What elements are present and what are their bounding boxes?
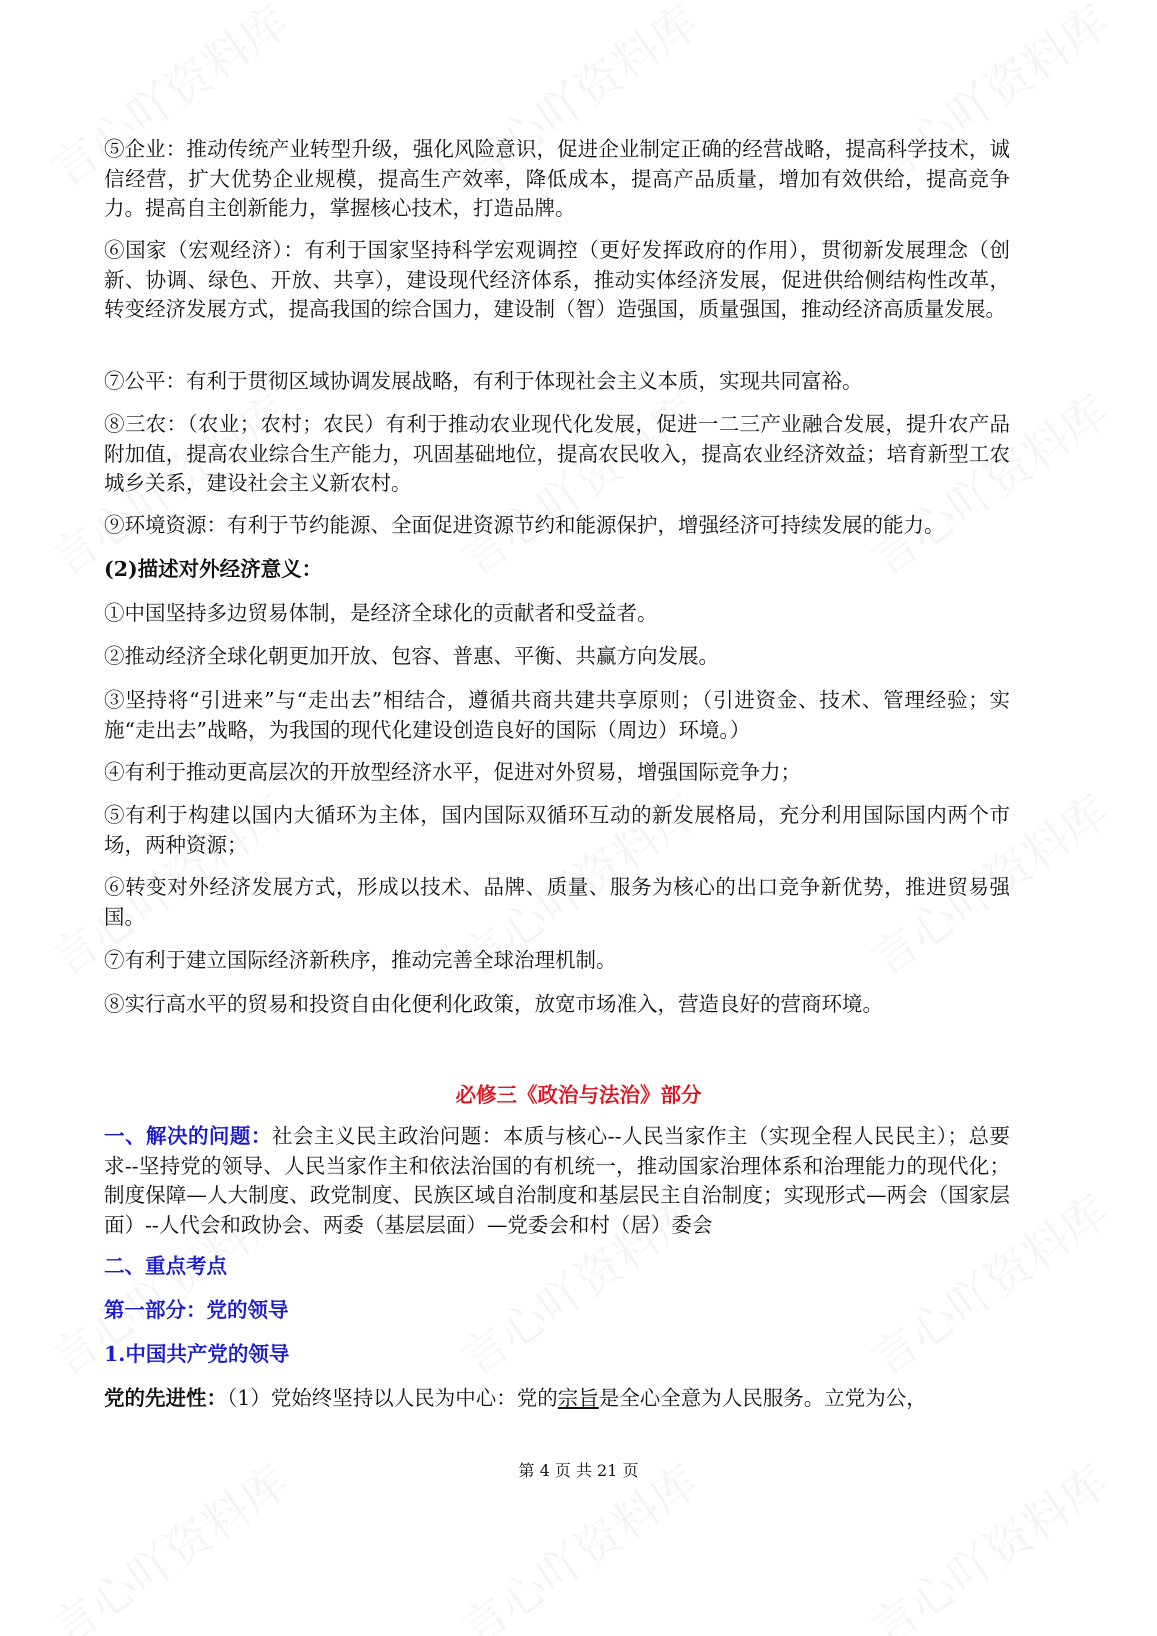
foreign-item: ⑤有利于构建以国内大循环为主体，国内国际双循环互动的新发展格局，充分利用国际国内两个市场，两种资源；	[104, 803, 1010, 857]
paragraph-enterprise: ⑤企业：推动传统产业转型升级，强化风险意识，促进企业制定正确的经营战略，提高科学技术，诚信经营，扩大优势企业规模，提高生产效率，降低成本，提高产品质量，增加有效供给，提高竞争力。提高自主创新能力，掌握核心技术，打造品牌。	[104, 137, 1010, 220]
problem-paragraph	[104, 1122, 1010, 1240]
paragraph-state: ⑥国家（宏观经济）：有利于国家坚持科学宏观调控（更好发挥政府的作用），贯彻新发展理念（创新、协调、绿色、开放、共享），建设现代经济体系，推动实体经济发展，促进供给侧结构性改革，转变经济发展方式，提高我国的综合国力，建设制（智）造强国，质量强国，推动经济高质量发展。	[104, 238, 1010, 321]
foreign-item: ⑧实行高水平的贸易和投资自由化便利化政策，放宽市场准入，营造良好的营商环境。	[104, 992, 883, 1016]
foreign-item: ①中国坚持多边贸易体制，是经济全球化的贡献者和受益者。	[104, 601, 658, 625]
page-footer: 第 4 页 共 21 页	[518, 1461, 639, 1480]
key-points-heading: 二、重点考点	[104, 1254, 227, 1278]
party-text: （1）党始终坚持以人民为中心：党的	[227, 1386, 558, 1410]
foreign-item: ③坚持将“引进来”与“走出去”相结合，遵循共商共建共享原则；（引进资金、技术、管理经验；实施“走出去”战略，为我国的现代化建设创造良好的国际（周边）环境。）	[104, 688, 1010, 742]
section-title: 必修三《政治与法治》部分	[455, 1083, 702, 1107]
sub1-heading: 1.中国共产党的领导	[104, 1342, 290, 1366]
paragraph-agriculture: ⑧三农：（农业；农村；农民）有利于推动农业现代化发展，促进一二三产业融合发展，提升农产品附加值，提高农业综合生产能力，巩固基础地位，提高农民收入，提高农业经济效益；培育新型工农城乡关系，建设社会主义新农村。	[104, 412, 1010, 495]
part1-heading: 第一部分：党的领导	[104, 1298, 289, 1322]
party-advanced-paragraph	[104, 1384, 1010, 1414]
foreign-item: ⑥转变对外经济发展方式，形成以技术、品牌、质量、服务为核心的出口竞争新优势，推进贸易强国。	[104, 875, 1010, 929]
party-label: 党的先进性：	[104, 1386, 227, 1410]
paragraph-environment: ⑨环境资源：有利于节约能源、全面促进资源节约和能源保护，增强经济可持续发展的能力。	[104, 513, 945, 537]
foreign-item: ②推动经济全球化朝更加开放、包容、普惠、平衡、共赢方向发展。	[104, 644, 719, 668]
problem-label: 一、解决的问题：	[104, 1124, 272, 1148]
underlined-term: 宗旨	[557, 1386, 599, 1410]
party-text-end: 是全心全意为人民服务。立党为公，	[598, 1386, 927, 1410]
foreign-item: ⑦有利于建立国际经济新秩序，推动完善全球治理机制。	[104, 948, 617, 972]
heading-foreign-economy: (2)描述对外经济意义：	[104, 557, 323, 581]
problem-text: 社会主义民主政治问题：本质与核心--人民当家作主（实现全程人民民主）；总要求--坚持党的领导、人民当家作主和依法治国的有机统一，推动国家治理体系和治理能力的现代化；制度保障—人大制度、政党制度、民族区域自治制度和基层民主自治制度；实现形式—两会（国家层面）--人代会和政协会、两委（基层层面）—党委会和村（居）委会	[104, 1124, 1010, 1237]
foreign-item: ④有利于推动更高层次的开放型经济水平，促进对外贸易，增强国际竞争力；	[104, 760, 801, 784]
paragraph-fairness: ⑦公平：有利于贯彻区域协调发展战略，有利于体现社会主义本质，实现共同富裕。	[104, 369, 863, 393]
